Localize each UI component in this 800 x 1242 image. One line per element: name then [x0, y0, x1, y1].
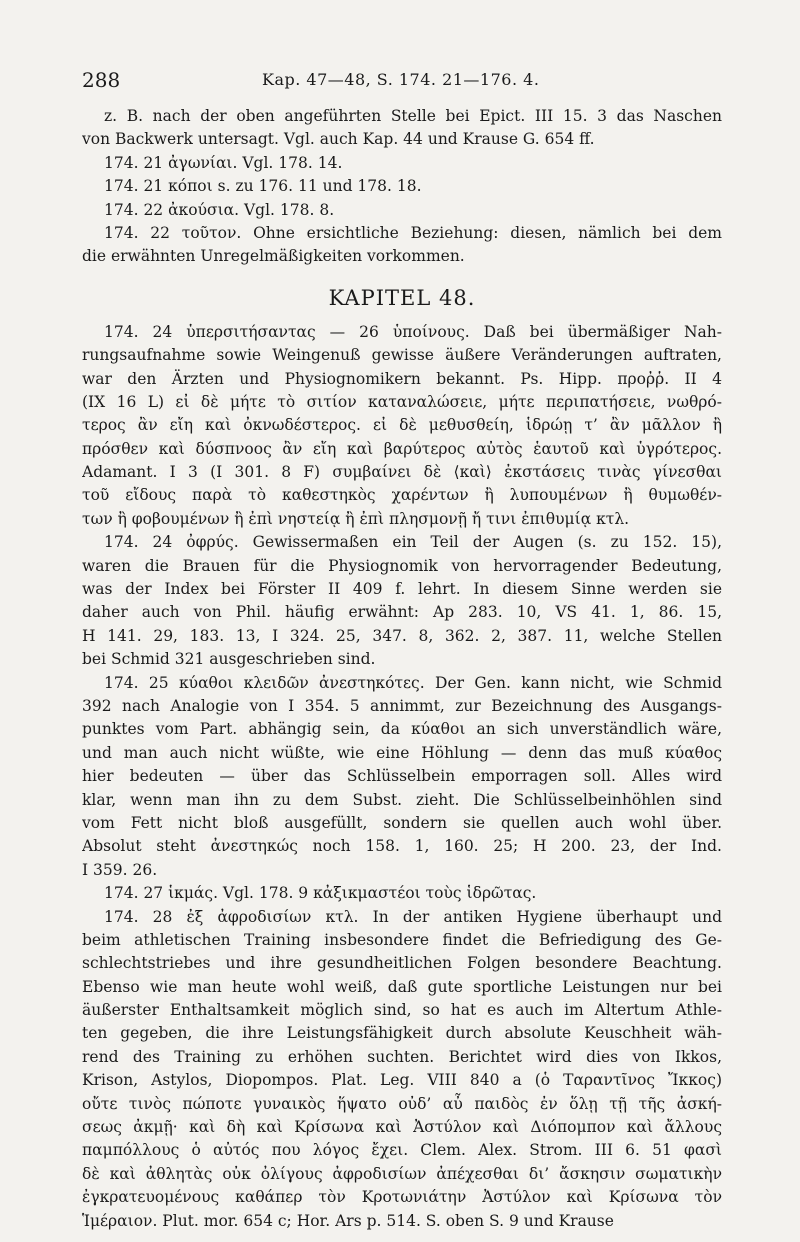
text-line: 174. 27 ἱκμάς. Vgl. 178. 9 κἀξικμαστέοι τοὺς ἱδρῶτας. — [104, 884, 537, 903]
text-line: waren die Brauen für die Physiognomik von hervorragender Bedeutung, — [82, 556, 722, 575]
commentary-note — [82, 222, 722, 269]
text-line: των ἢ φοβουμένων ἢ ἐπὶ νηστείᾳ ἢ ἐπὶ πλησμονῇ ἤ τινι ἐπιθυμίᾳ κτλ. — [82, 509, 630, 528]
commentary-text — [82, 105, 722, 1233]
text-line: was der Index bei Förster II 409 f. lehrt. In diesem Sinne werden sie — [82, 580, 722, 599]
text-line: 174. 25 κύαθοι κλειδῶν ἀνεστηκότες. Der Gen. kann nicht, wie Schmid — [104, 673, 722, 692]
commentary-note — [82, 672, 722, 883]
commentary-note — [82, 321, 722, 532]
commentary-note — [82, 882, 722, 905]
text-line: οὔτε τινὸς πώποτε γυναικὸς ἥψατο οὐδ’ αὖ παιδὸς ἐν ὅλῃ τῇ τῆς ἀσκή- — [82, 1094, 722, 1113]
text-line: 392 nach Analogie von I 354. 5 annimmt, zur Bezeichnung des Ausgangs- — [82, 696, 722, 715]
text-line: 174. 28 ἐξ ἀφροδισίων κτλ. In der antiken Hygiene überhaupt und — [104, 907, 722, 926]
text-line: beim athletischen Training insbesondere findet die Befriedigung des Ge- — [82, 930, 722, 949]
text-line: Ebenso wie man heute wohl weiß, daß gute sportliche Leistungen nur bei — [82, 977, 722, 996]
commentary-note — [82, 199, 722, 222]
running-head-reference: Kap. 47—48, S. 174. 21—176. 4. — [262, 70, 540, 89]
running-head — [82, 68, 722, 92]
chapter-heading: KAPITEL 48. — [328, 285, 476, 310]
text-line: daher auch von Phil. häufig erwähnt: Ap 283. 10, VS 41. 1, 86. 15, — [82, 603, 722, 622]
text-line: und man auch nicht wüßte, wie eine Höhlung — denn das muß κύαθος — [82, 743, 722, 762]
text-line: παμπόλλους ὁ αὐτός που λόγος ἔχει. Clem. Alex. Strom. III 6. 51 φασὶ — [82, 1141, 722, 1160]
text-line: 174. 22 τοῦτον. Ohne ersichtliche Beziehung: diesen, nämlich bei dem — [104, 223, 722, 242]
text-line: rungsaufnahme sowie Weingenuß gewisse äußere Veränderungen auftraten, — [82, 346, 722, 365]
commentary-note — [82, 906, 722, 1233]
commentary-note — [82, 105, 722, 152]
text-line: H 141. 29, 183. 13, I 324. 25, 347. 8, 362. 2, 387. 11, welche Stellen — [82, 626, 722, 645]
text-line: z. B. nach der oben angeführten Stelle bei Epict. III 15. 3 das Naschen — [104, 107, 722, 125]
text-line: τοῦ εἴδους παρὰ τὸ καθεστηκὸς χαρέντων ἢ λυπουμένων ἢ θυμωθέν- — [82, 486, 722, 505]
text-line: vom Fett nicht bloß ausgefüllt, sondern sie quellen auch wohl über. — [82, 813, 722, 832]
text-line: äußerster Enthaltsamkeit möglich sind, so hat es auch im Altertum Athle- — [82, 1001, 722, 1020]
text-line: von Backwerk untersagt. Vgl. auch Kap. 44 und Krause G. 654 ff. — [82, 130, 595, 149]
text-line: die erwähnten Unregelmäßigkeiten vorkommen. — [82, 247, 465, 266]
text-line: rend des Training zu erhöhen suchten. Berichtet wird dies von Ikkos, — [82, 1047, 722, 1066]
text-line: Ἱμέραιον. Plut. mor. 654 c; Hor. Ars p. 514. S. oben S. 9 und Krause — [82, 1211, 614, 1230]
text-line: war den Ärzten und Physiognomikern bekannt. Ps. Hipp. προῤῥ. II 4 — [82, 369, 722, 388]
text-line: τερος ἂν εἴη καὶ ὀκνωδέστερος. εἰ δὲ μεθυσθείη, ἱδρώῃ τ’ ἂν μᾶλλον ἢ — [82, 416, 722, 435]
text-line: 174. 21 ἀγωνίαι. Vgl. 178. 14. — [104, 153, 343, 172]
text-line: hier bedeuten — über das Schlüsselbein emporragen soll. Alles wird — [82, 767, 722, 786]
text-line: Absolut steht ἀνεστηκώς noch 158. 1, 160. 25; H 200. 23, der Ind. — [82, 837, 722, 856]
page-number: 288 — [82, 68, 121, 92]
text-line: δὲ καὶ ἀθλητὰς οὐκ ὀλίγους ἀφροδισίων ἀπέχεσθαι δι’ ἄσκησιν σωματικὴν — [82, 1164, 722, 1183]
text-line: 174. 21 κόποι s. zu 176. 11 und 178. 18. — [104, 177, 422, 196]
commentary-note — [82, 175, 722, 198]
text-line: klar, wenn man ihn zu dem Subst. zieht. Die Schlüsselbeinhöhlen sind — [82, 790, 722, 809]
commentary-note — [82, 531, 722, 671]
text-line: I 359. 26. — [82, 860, 158, 879]
text-line: schlechtstriebes und ihre gesundheitlichen Folgen besondere Beachtung. — [82, 954, 722, 973]
text-line: Adamant. I 3 (I 301. 8 F) συμβαίνει δὲ ⟨καὶ⟩ ἐκστάσεις τινὰς γίνεσθαι — [82, 463, 722, 482]
text-line: bei Schmid 321 ausgeschrieben sind. — [82, 650, 376, 669]
text-line: πρόσθεν καὶ δύσπνοος ἂν εἴη καὶ βαρύτερος αὐτὸς ἑαυτοῦ καὶ ὑγρότερος. — [82, 439, 722, 458]
text-line: punktes vom Part. abhängig sein, da κύαθοι an sich unverständlich wäre, — [82, 720, 722, 739]
text-line: ten gegeben, die ihre Leistungsfähigkeit durch absolute Keuschheit wäh- — [82, 1024, 722, 1043]
text-line: 174. 24 ὑπερσιτήσαντας — 26 ὑποίνους. Daß bei übermäßiger Nah- — [104, 322, 722, 341]
text-line: 174. 24 ὀφρύς. Gewissermaßen ein Teil der Augen (s. zu 152. 15), — [104, 533, 722, 552]
text-line: (IX 16 L) εἰ δὲ μήτε τὸ σιτίον καταναλώσειε, μήτε περιπατήσειε, νωθρό- — [82, 392, 722, 411]
text-line: ἐγκρατευομένους καθάπερ τὸν Κροτωνιάτην Ἀστύλον καὶ Κρίσωνα τὸν — [82, 1188, 722, 1207]
commentary-note — [82, 152, 722, 175]
text-line: Krison, Astylos, Diopompos. Plat. Leg. VIII 840 a (ὁ Ταραντῖνος Ἴκκος) — [82, 1071, 722, 1090]
text-line: 174. 22 ἀκούσια. Vgl. 178. 8. — [104, 200, 335, 219]
text-line: σεως ἀκμῇ· καὶ δὴ καὶ Κρίσωνα καὶ Ἀστύλον καὶ Διόπομπον καὶ ἄλλους — [82, 1118, 722, 1137]
